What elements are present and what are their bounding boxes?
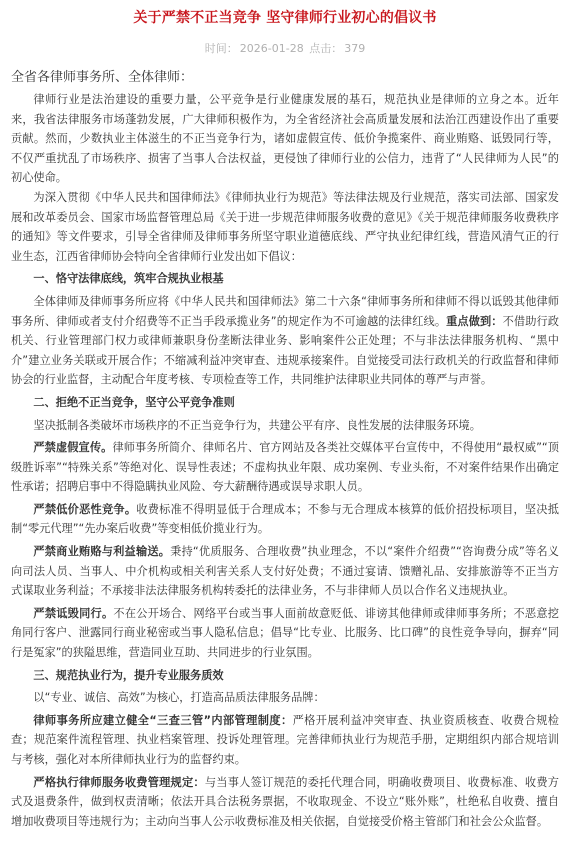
section-2-item-false-advertising: [11, 438, 559, 497]
article-body: [0, 68, 570, 831]
section-1-paragraph: [11, 292, 559, 390]
section-2-intro: 坚决抵制各类破坏市场秩序的不正当竞争行为，共建公平有序、良性发展的法律服务环境。: [33, 418, 481, 432]
salutation: 全省各律师事务所、全体律师：: [11, 70, 194, 85]
item-lead: 严禁低价恶性竞争。: [33, 502, 137, 516]
title-bar: [0, 0, 570, 34]
clicks-value: 379: [344, 42, 366, 55]
item-lead: 严禁虚假宣传。: [33, 441, 113, 455]
item-lead: 严禁商业贿赂与利益输送。: [33, 545, 171, 559]
item-text: 秉持“优质服务、合理收费”执业理念，不以“案件介绍费”“咨询费分成”等名义向司法人员、当事人、中介机构或相关利害关系人支付好处费；不通过宴请、馈赠礼品、安排旅游等不正当方式谋取业务利益；不承接非法法律服务机构转委托的法律业务，不与非律师人员以合作名义违规执业。: [11, 545, 559, 598]
article-meta: [0, 38, 570, 60]
section-2-heading: 二、拒绝不正当竞争，坚守公平竞争准则: [33, 395, 235, 409]
section-1-heading: 一、恪守法律底线，筑牢合规执业根基: [33, 272, 224, 286]
item-lead: 严禁诋毁同行。: [33, 606, 114, 620]
section-2-item-defamation: [11, 604, 559, 663]
item-text: 不在公开场合、网络平台或当事人面前故意贬低、诽谤其他律师或律师事务所；不恶意挖角同行客户、泄露同行商业秘密或当事人隐私信息；倡导“比专业、比服务、比口碑”的良性竞争导向，摒弃“同行是冤家”的狭隘思维，营造同业互助、共同进步的行业氛围。: [11, 606, 559, 660]
item-lead: 律师事务所应建立健全“三查三管”内部管理制度：: [33, 713, 293, 727]
article-title: 关于严禁不正当竞争 坚守律师行业初心的倡议书: [133, 10, 437, 26]
section-3-intro: 以“专业、诚信、高效”为核心，打造高品质法律服务品牌：: [33, 691, 325, 705]
section-3-item-internal-management: [11, 711, 559, 770]
section-3-item-fee-management: [11, 773, 559, 832]
intro-paragraph-2: 为深入贯彻《中华人民共和国律师法》《律师执业行为规范》等法律法规及行业规范，落实司法部、国家发展和改革委员会、国家市场监督管理总局《关于进一步规范律师服务收费的意见》《关于规范律师服务收费秩序的通知》等文件要求，引导全省律师及律师事务所坚守职业道德底线、严守执业纪律红线，营造风清气正的行业生态，江西省律师协会特向全省律师行业发出如下倡议：: [11, 190, 559, 263]
clicks-label: 点击：: [309, 42, 343, 55]
intro-paragraph-1: 律师行业是法治建设的重要力量，公平竞争是行业健康发展的基石，规范执业是律师的立身之本。近年来，我省法律服务市场蓬勃发展，广大律师积极作为，为全省经济社会高质量发展和法治江西建设作出了重要贡献。然而，少数执业主体滋生的不正当竞争行为，诸如虚假宣传、低价争揽案件、商业贿赂、诋毁同行等，不仅严重扰乱了市场秩序、损害了当事人合法权益，更侵蚀了律师行业的公信力，违背了“人民律师为人民”的初心使命。: [11, 93, 559, 185]
item-text: 严格开展利益冲突审查、执业资质核查、收费合规检查；规范案件流程管理、执业档案管理、投诉处理管理。完善律师执业行为规范手册，定期组织内部合规培训与考核，强化对本所律师执业行为的监督约束。: [11, 713, 559, 766]
section-3-heading: 三、规范执业行为，提升专业服务质效: [33, 668, 224, 682]
item-text: 与当事人签订规范的委托代理合同，明确收费项目、收费标准、收费方式及退费条件，做到权责清晰；依法开具合法税务票据，不收取现金、不设立“账外账”，杜绝私自收费、擅自增加收费项目等违规行为；主动向当事人公示收费标准及相关依据，自觉接受价格主管部门和社会公众监督。: [11, 775, 559, 828]
item-lead: 严格执行律师服务收费管理规定：: [33, 775, 205, 789]
section-1-key-points-label: 重点做到：: [446, 314, 503, 328]
item-text: 收费标准不得明显低于合理成本；不参与无合理成本核算的低价招投标项目，坚决抵制“零元代理”“先办案后收费”等变相低价揽业行为。: [11, 502, 559, 536]
time-label: 时间：: [204, 42, 238, 55]
time-value: 2026-01-28: [239, 42, 304, 55]
item-text: 律师事务所简介、律师名片、官方网站及各类社交媒体平台宣传中，不得使用“最权威”“顶级胜诉率”“特殊关系”等绝对化、误导性表述；不虚构执业年限、成功案例、专业头衔，不对案件结果作出确定性承诺；招聘启事中不得隐瞒执业风险、夸大薪酬待遇或误导求职人员。: [11, 441, 559, 494]
section-1-text-b: 不借助行政机关、行业管理部门权力或律师兼职身份垄断法律业务、影响案件公正处理；不与非法法律服务机构、“黑中介”建立业务关联或开展合作；不缩减利益冲突审查、违规承接案件。自觉接受司法行政机关的行政监督和律师协会的行业监督，主动配合年度考核、专项检查等工作，共同维护法律职业共同体的尊严与声誉。: [11, 314, 559, 387]
section-2-item-bribery: [11, 542, 559, 601]
section-1-text-a: 全体律师及律师事务所应将《中华人民共和国律师法》第二十六条“律师事务所和律师不得以诋毁其他律师事务所、律师或者支付介绍费等不正当手段承揽业务”的规定作为不可逾越的法律红线。: [11, 294, 559, 328]
section-2-item-low-price: [11, 500, 559, 539]
